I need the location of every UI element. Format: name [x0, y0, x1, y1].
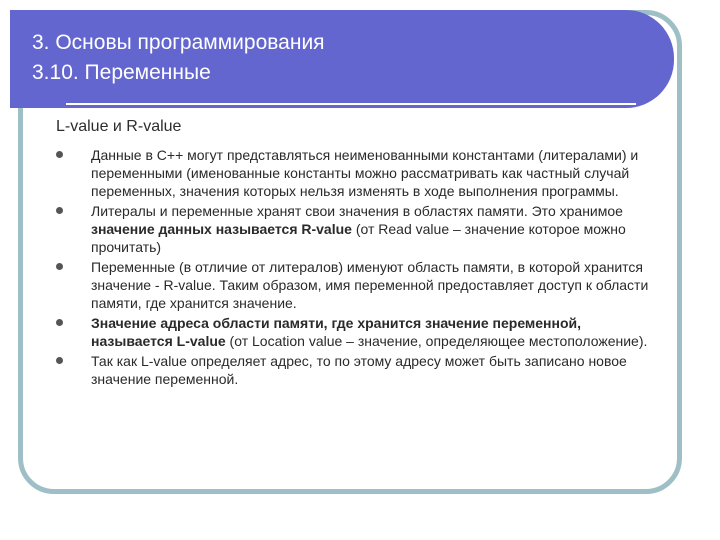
bullet-text: Данные в C++ могут представляться неименованными константами (литералами) и переменными (именованные константы можно рассматривать как частный случай переменных, значения которых нельзя изменять в ходе выполнения программы.	[91, 147, 639, 199]
title-underline	[66, 103, 636, 105]
bullet-item-3	[56, 258, 662, 312]
section-subtitle: L-value и R-value	[56, 118, 182, 135]
bullet-text: Переменные (в отличие от литералов) именуют область памяти, в которой хранится значение - R-value. Таким образом, имя переменной предоставляет доступ к области памяти, где хранится значение.	[91, 259, 649, 311]
bullet-text: (от Read value – значение которое можно прочитать)	[91, 221, 626, 255]
bullet-item-1	[56, 146, 662, 200]
bullet-item-5	[56, 352, 662, 388]
bullet-item-4	[56, 314, 662, 350]
bullet-dot-icon	[56, 357, 63, 364]
bullet-dot-icon	[56, 207, 63, 214]
bullet-dot-icon	[56, 263, 63, 270]
bullet-text: Так как L-value определяет адрес, то по этому адресу может быть записано новое значение переменной.	[91, 353, 627, 387]
bullet-text: (от Location value – значение, определяющее местоположение).	[225, 333, 648, 349]
bullet-text: Литералы и переменные хранят свои значения в областях памяти. Это хранимое	[91, 203, 623, 219]
bullet-list	[56, 146, 662, 390]
title-line-2: 3.10. Переменные	[32, 61, 211, 84]
title-line-1: 3. Основы программирования	[32, 31, 325, 54]
bullet-text-bold: Значение адреса области памяти, где хранится значение переменной, называется L-value	[91, 315, 582, 349]
bullet-dot-icon	[56, 319, 63, 326]
bullet-dot-icon	[56, 151, 63, 158]
bullet-item-2	[56, 202, 662, 256]
bullet-text-bold: значение данных называется R-value	[91, 221, 352, 237]
title-bar	[10, 10, 674, 108]
